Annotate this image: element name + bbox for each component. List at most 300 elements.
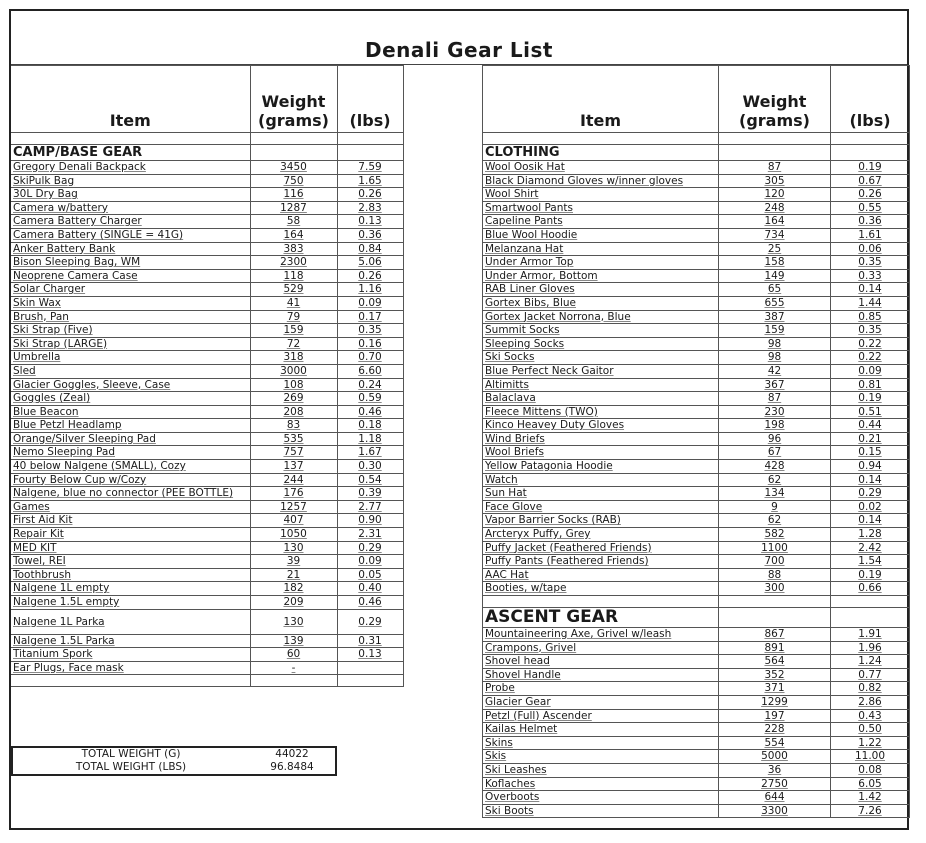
item-grams: 352 <box>719 668 831 682</box>
gear-row <box>11 568 403 582</box>
item-grams: 700 <box>719 555 831 569</box>
item-lbs: 2.83 <box>337 201 403 215</box>
item-name: Solar Charger <box>11 283 250 297</box>
item-lbs: 1.44 <box>831 296 910 310</box>
item-header: Item <box>11 66 250 133</box>
gear-row <box>11 228 403 242</box>
item-grams: 116 <box>250 188 337 202</box>
gear-row <box>483 256 910 270</box>
total-grams-value: 44022 <box>275 748 309 760</box>
item-grams: 25 <box>719 242 831 256</box>
gear-row <box>11 555 403 569</box>
item-lbs: 0.36 <box>831 215 910 229</box>
total-grams-label: TOTAL WEIGHT (G) <box>81 748 181 760</box>
item-grams: 36 <box>719 763 831 777</box>
item-name: Kinco Heavey Duty Gloves <box>483 419 719 433</box>
item-grams: 318 <box>250 351 337 365</box>
gear-row <box>11 661 403 675</box>
gear-row <box>483 500 910 514</box>
item-lbs: 0.19 <box>831 568 910 582</box>
item-lbs: 1.42 <box>831 791 910 805</box>
item-name: Summit Socks <box>483 324 719 338</box>
item-lbs: 5.06 <box>337 256 403 270</box>
item-lbs: 0.17 <box>337 310 403 324</box>
item-grams: 120 <box>719 188 831 202</box>
item-name: Nalgene 1.5L empty <box>11 596 250 610</box>
total-lbs-value: 96.8484 <box>270 761 314 773</box>
item-name: Puffy Jacket (Feathered Friends) <box>483 541 719 555</box>
item-grams: 305 <box>719 174 831 188</box>
item-lbs: 2.42 <box>831 541 910 555</box>
gear-row <box>11 269 403 283</box>
item-lbs: 1.54 <box>831 555 910 569</box>
item-grams: 98 <box>719 337 831 351</box>
gear-row <box>11 432 403 446</box>
item-grams: 72 <box>250 337 337 351</box>
gear-row <box>483 487 910 501</box>
section-row-clothing <box>483 145 910 161</box>
item-name: Balaclava <box>483 392 719 406</box>
item-grams: 98 <box>719 351 831 365</box>
weight-grams-header <box>719 66 831 133</box>
blank-row <box>483 133 910 145</box>
section-title: CLOTHING <box>483 145 719 161</box>
item-name: Games <box>11 500 250 514</box>
item-lbs: 0.84 <box>337 242 403 256</box>
gear-row <box>483 242 910 256</box>
item-grams: 67 <box>719 446 831 460</box>
gear-row <box>483 668 910 682</box>
item-grams: 88 <box>719 568 831 582</box>
item-header: Item <box>483 66 719 133</box>
item-name: Skis <box>483 750 719 764</box>
gear-row <box>483 405 910 419</box>
item-grams: 1050 <box>250 528 337 542</box>
gear-row <box>483 791 910 805</box>
gear-row <box>483 283 910 297</box>
item-name: Capeline Pants <box>483 215 719 229</box>
gear-row <box>11 337 403 351</box>
item-name: Orange/Silver Sleeping Pad <box>11 432 250 446</box>
gear-row <box>11 582 403 596</box>
gear-row <box>11 296 403 310</box>
item-name: MED KIT <box>11 541 250 555</box>
gear-row <box>11 648 403 662</box>
totals-box <box>11 746 337 776</box>
gear-row <box>11 609 403 634</box>
lbs-header: (lbs) <box>831 66 910 133</box>
gear-row <box>483 568 910 582</box>
item-grams: 367 <box>719 378 831 392</box>
item-lbs: 0.33 <box>831 269 910 283</box>
item-name: Nalgene 1L empty <box>11 582 250 596</box>
gear-row <box>483 555 910 569</box>
blank-row <box>483 596 910 608</box>
item-lbs: 1.96 <box>831 641 910 655</box>
gear-row <box>11 364 403 378</box>
gear-row <box>483 228 910 242</box>
item-grams: 9 <box>719 500 831 514</box>
item-name: Wool Oosik Hat <box>483 161 719 175</box>
item-lbs: 2.31 <box>337 528 403 542</box>
item-name: Shovel head <box>483 655 719 669</box>
item-grams: - <box>250 661 337 675</box>
item-lbs: 0.22 <box>831 351 910 365</box>
item-name: Sleeping Socks <box>483 337 719 351</box>
item-name: Petzl (Full) Ascender <box>483 709 719 723</box>
gear-row <box>483 364 910 378</box>
item-lbs: 0.70 <box>337 351 403 365</box>
item-lbs: 0.24 <box>337 378 403 392</box>
gear-row <box>483 310 910 324</box>
gear-row <box>483 804 910 818</box>
item-name: Watch <box>483 473 719 487</box>
item-lbs: 11.00 <box>831 750 910 764</box>
item-name: Fleece Mittens (TWO) <box>483 405 719 419</box>
item-name: Blue Beacon <box>11 405 250 419</box>
item-name: Brush, Pan <box>11 310 250 324</box>
item-name: Skin Wax <box>11 296 250 310</box>
item-name: Ski Strap (Five) <box>11 324 250 338</box>
blank-row <box>11 133 403 145</box>
item-name: Smartwool Pants <box>483 201 719 215</box>
gear-row <box>11 446 403 460</box>
item-grams: 149 <box>719 269 831 283</box>
item-lbs: 0.54 <box>337 473 403 487</box>
item-grams: 60 <box>250 648 337 662</box>
item-name: Towel, REI <box>11 555 250 569</box>
gear-row <box>11 201 403 215</box>
gear-row <box>483 777 910 791</box>
item-name: Crampons, Grivel <box>483 641 719 655</box>
item-grams: 564 <box>719 655 831 669</box>
item-lbs: 0.66 <box>831 582 910 596</box>
gear-row <box>483 446 910 460</box>
item-grams: 891 <box>719 641 831 655</box>
item-name: Nalgene 1L Parka <box>11 609 250 634</box>
item-name: Skins <box>483 736 719 750</box>
gear-row <box>11 256 403 270</box>
gear-row <box>483 682 910 696</box>
lbs-header: (lbs) <box>337 66 403 133</box>
item-lbs: 0.29 <box>831 487 910 501</box>
item-name: Fourty Below Cup w/Cozy <box>11 473 250 487</box>
item-grams: 2750 <box>719 777 831 791</box>
item-grams: 757 <box>250 446 337 460</box>
gear-row <box>11 487 403 501</box>
item-lbs: 0.46 <box>337 596 403 610</box>
total-grams-row <box>13 748 335 761</box>
item-lbs: 0.35 <box>337 324 403 338</box>
item-grams: 41 <box>250 296 337 310</box>
gear-list-sheet <box>9 9 909 830</box>
gear-row <box>11 161 403 175</box>
gear-row <box>11 473 403 487</box>
item-lbs: 0.36 <box>337 228 403 242</box>
gear-row <box>483 655 910 669</box>
item-grams: 655 <box>719 296 831 310</box>
item-grams: 87 <box>719 392 831 406</box>
item-name: First Aid Kit <box>11 514 250 528</box>
item-grams: 387 <box>719 310 831 324</box>
item-name: Toothbrush <box>11 568 250 582</box>
item-grams: 134 <box>719 487 831 501</box>
item-grams: 209 <box>250 596 337 610</box>
gear-row <box>11 215 403 229</box>
item-lbs: 0.46 <box>337 405 403 419</box>
gear-row <box>483 460 910 474</box>
item-lbs: 0.85 <box>831 310 910 324</box>
clothing-ascent-table <box>482 65 910 818</box>
item-name: Camera Battery Charger <box>11 215 250 229</box>
gear-row <box>11 405 403 419</box>
item-lbs <box>337 661 403 675</box>
item-name: Koflaches <box>483 777 719 791</box>
item-grams: 554 <box>719 736 831 750</box>
item-lbs: 0.08 <box>831 763 910 777</box>
item-grams: 2300 <box>250 256 337 270</box>
item-lbs: 0.14 <box>831 283 910 297</box>
item-name: Blue Petzl Headlamp <box>11 419 250 433</box>
gear-row <box>483 269 910 283</box>
gear-row <box>483 296 910 310</box>
item-lbs: 2.77 <box>337 500 403 514</box>
gear-row <box>11 351 403 365</box>
item-grams: 158 <box>719 256 831 270</box>
gear-row <box>11 283 403 297</box>
header-row <box>11 66 403 133</box>
item-grams: 164 <box>250 228 337 242</box>
gear-row <box>11 310 403 324</box>
gear-row <box>483 432 910 446</box>
header-row <box>483 66 910 133</box>
item-lbs: 0.39 <box>337 487 403 501</box>
item-grams: 79 <box>250 310 337 324</box>
item-grams: 3300 <box>719 804 831 818</box>
gear-row <box>483 628 910 642</box>
item-grams: 118 <box>250 269 337 283</box>
item-grams: 108 <box>250 378 337 392</box>
item-lbs: 0.44 <box>831 419 910 433</box>
gear-row <box>11 528 403 542</box>
item-name: Kailas Helmet <box>483 723 719 737</box>
item-grams: 734 <box>719 228 831 242</box>
weight-header-line2: (grams) <box>258 111 329 130</box>
item-name: Ski Strap (LARGE) <box>11 337 250 351</box>
item-name: Blue Perfect Neck Gaitor <box>483 364 719 378</box>
item-name: AAC Hat <box>483 568 719 582</box>
item-name: Glacier Gear <box>483 695 719 709</box>
item-lbs: 0.09 <box>337 555 403 569</box>
item-grams: 65 <box>719 283 831 297</box>
item-name: Ski Socks <box>483 351 719 365</box>
total-lbs-label: TOTAL WEIGHT (LBS) <box>75 761 187 773</box>
item-grams: 176 <box>250 487 337 501</box>
item-grams: 867 <box>719 628 831 642</box>
item-grams: 87 <box>719 161 831 175</box>
gear-row <box>483 641 910 655</box>
gear-row <box>483 215 910 229</box>
item-lbs: 1.65 <box>337 174 403 188</box>
item-name: Altimitts <box>483 378 719 392</box>
item-name: Wool Shirt <box>483 188 719 202</box>
item-lbs: 0.40 <box>337 582 403 596</box>
item-lbs: 0.35 <box>831 324 910 338</box>
weight-header-line1: Weight <box>742 92 807 111</box>
item-lbs: 0.59 <box>337 392 403 406</box>
item-grams: 248 <box>719 201 831 215</box>
item-name: Sun Hat <box>483 487 719 501</box>
gear-row <box>483 582 910 596</box>
item-name: Gortex Bibs, Blue <box>483 296 719 310</box>
item-lbs: 0.35 <box>831 256 910 270</box>
item-lbs: 0.05 <box>337 568 403 582</box>
item-grams: 96 <box>719 432 831 446</box>
page-title: Denali Gear List <box>365 38 553 62</box>
item-name: Arcteryx Puffy, Grey <box>483 528 719 542</box>
item-grams: 159 <box>719 324 831 338</box>
gear-row <box>483 763 910 777</box>
gear-row <box>11 634 403 648</box>
item-lbs: 0.29 <box>337 541 403 555</box>
item-lbs: 0.18 <box>337 419 403 433</box>
item-grams: 1257 <box>250 500 337 514</box>
weight-header-line1: Weight <box>261 92 326 111</box>
item-name: Under Armor, Bottom <box>483 269 719 283</box>
item-lbs: 1.67 <box>337 446 403 460</box>
item-name: 30L Dry Bag <box>11 188 250 202</box>
item-lbs: 0.02 <box>831 500 910 514</box>
item-name: Anker Battery Bank <box>11 242 250 256</box>
item-grams: 230 <box>719 405 831 419</box>
item-lbs: 1.61 <box>831 228 910 242</box>
gear-row <box>483 337 910 351</box>
gear-row <box>483 695 910 709</box>
item-lbs: 0.31 <box>337 634 403 648</box>
gear-row <box>483 528 910 542</box>
total-lbs-row <box>13 761 335 774</box>
item-name: Camera w/battery <box>11 201 250 215</box>
item-name: Probe <box>483 682 719 696</box>
section-title: CAMP/BASE GEAR <box>11 145 250 161</box>
item-grams: 182 <box>250 582 337 596</box>
item-grams: 407 <box>250 514 337 528</box>
item-lbs: 7.26 <box>831 804 910 818</box>
gear-row <box>483 324 910 338</box>
gear-row <box>11 188 403 202</box>
item-lbs: 1.16 <box>337 283 403 297</box>
item-name: Sled <box>11 364 250 378</box>
item-lbs: 0.50 <box>831 723 910 737</box>
item-grams: 164 <box>719 215 831 229</box>
item-name: RAB Liner Gloves <box>483 283 719 297</box>
item-name: Wool Briefs <box>483 446 719 460</box>
item-name: Yellow Patagonia Hoodie <box>483 460 719 474</box>
gear-row <box>11 596 403 610</box>
item-grams: 197 <box>719 709 831 723</box>
item-grams: 159 <box>250 324 337 338</box>
section-title: ASCENT GEAR <box>483 608 719 628</box>
item-lbs: 0.26 <box>337 269 403 283</box>
item-lbs: 0.06 <box>831 242 910 256</box>
item-name: Overboots <box>483 791 719 805</box>
item-name: Repair Kit <box>11 528 250 542</box>
gear-row <box>483 709 910 723</box>
item-lbs: 0.13 <box>337 215 403 229</box>
item-lbs: 0.19 <box>831 161 910 175</box>
item-lbs: 0.67 <box>831 174 910 188</box>
item-grams: 383 <box>250 242 337 256</box>
item-grams: 208 <box>250 405 337 419</box>
item-lbs: 0.14 <box>831 473 910 487</box>
item-name: Bison Sleeping Bag, WM <box>11 256 250 270</box>
gear-row <box>483 514 910 528</box>
gear-row <box>483 161 910 175</box>
item-lbs: 0.55 <box>831 201 910 215</box>
item-grams: 139 <box>250 634 337 648</box>
item-name: Ski Boots <box>483 804 719 818</box>
item-name: Titanium Spork <box>11 648 250 662</box>
item-grams: 137 <box>250 460 337 474</box>
item-grams: 428 <box>719 460 831 474</box>
item-grams: 130 <box>250 541 337 555</box>
item-lbs: 0.13 <box>337 648 403 662</box>
item-grams: 39 <box>250 555 337 569</box>
gear-row <box>11 324 403 338</box>
item-lbs: 0.21 <box>831 432 910 446</box>
gear-row <box>483 351 910 365</box>
section-row-ascent-gear <box>483 608 910 628</box>
item-lbs: 0.16 <box>337 337 403 351</box>
gear-row <box>483 736 910 750</box>
item-grams: 3000 <box>250 364 337 378</box>
item-grams: 3450 <box>250 161 337 175</box>
item-lbs: 0.94 <box>831 460 910 474</box>
item-grams: 582 <box>719 528 831 542</box>
item-name: Shovel Handle <box>483 668 719 682</box>
item-grams: 5000 <box>719 750 831 764</box>
item-name: Face Glove <box>483 500 719 514</box>
item-lbs: 0.14 <box>831 514 910 528</box>
item-name: Neoprene Camera Case <box>11 269 250 283</box>
item-grams: 300 <box>719 582 831 596</box>
item-lbs: 1.28 <box>831 528 910 542</box>
item-grams: 1287 <box>250 201 337 215</box>
item-grams: 371 <box>719 682 831 696</box>
item-name: SkiPulk Bag <box>11 174 250 188</box>
item-grams: 58 <box>250 215 337 229</box>
item-grams: 1299 <box>719 695 831 709</box>
item-name: Nalgene, blue no connector (PEE BOTTLE) <box>11 487 250 501</box>
item-name: Vapor Barrier Socks (RAB) <box>483 514 719 528</box>
item-name: Black Diamond Gloves w/inner gloves <box>483 174 719 188</box>
item-grams: 83 <box>250 419 337 433</box>
section-row-camp-base-gear <box>11 145 403 161</box>
item-lbs: 0.26 <box>831 188 910 202</box>
item-name: Gregory Denali Backpack <box>11 161 250 175</box>
gear-row <box>11 392 403 406</box>
item-name: Nemo Sleeping Pad <box>11 446 250 460</box>
item-lbs: 0.51 <box>831 405 910 419</box>
item-lbs: 1.91 <box>831 628 910 642</box>
item-lbs: 1.18 <box>337 432 403 446</box>
item-grams: 529 <box>250 283 337 297</box>
gear-row <box>11 541 403 555</box>
item-lbs: 0.43 <box>831 709 910 723</box>
item-lbs: 0.09 <box>337 296 403 310</box>
item-name: Ski Leashes <box>483 763 719 777</box>
gear-row <box>11 242 403 256</box>
